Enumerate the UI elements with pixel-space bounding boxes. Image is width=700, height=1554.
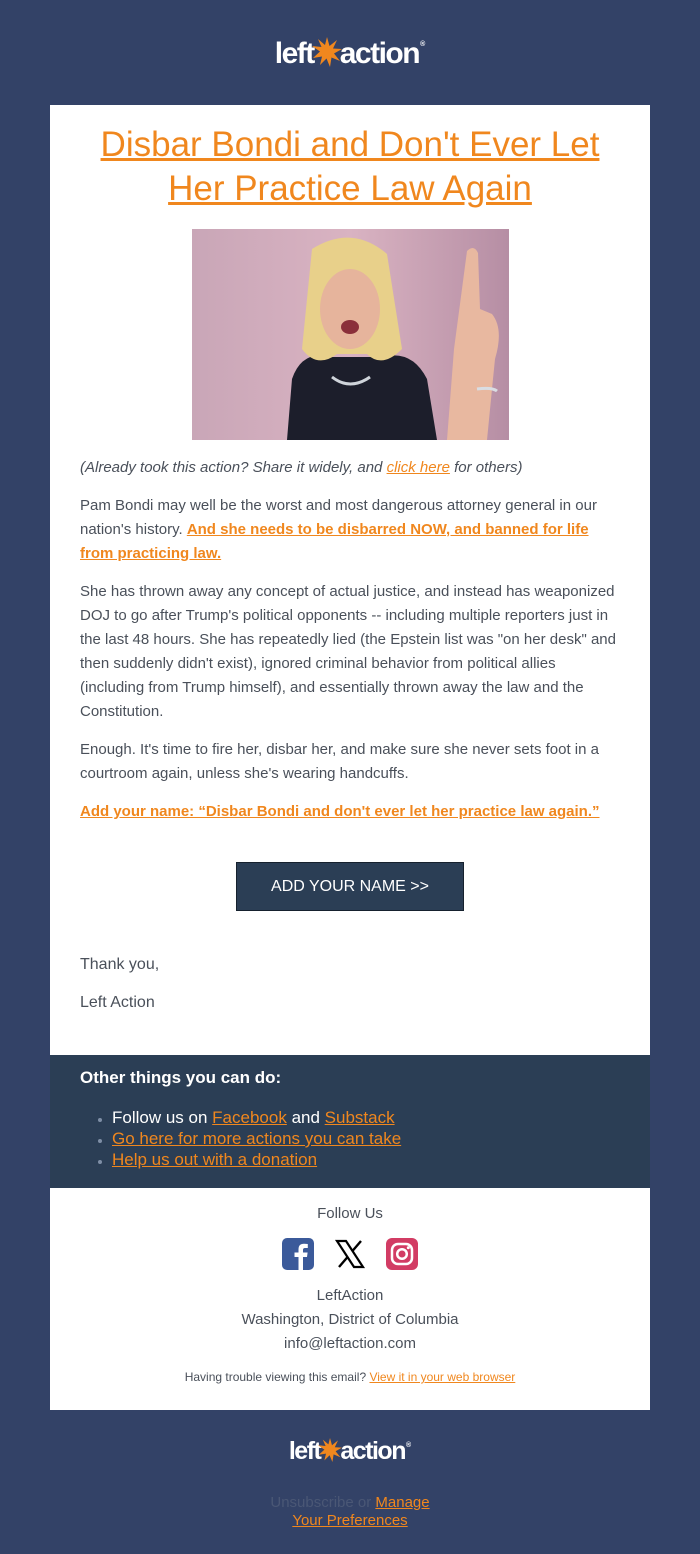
facebook-icon[interactable] xyxy=(282,1238,314,1270)
footer-logo-wrap xyxy=(0,1438,700,1464)
thank-you-text: Thank you, xyxy=(80,956,160,973)
signature: Left Action xyxy=(80,994,155,1011)
header xyxy=(0,0,700,105)
leftaction-logo[interactable]: left action ® xyxy=(274,36,426,70)
page-title xyxy=(80,123,620,211)
list-item-actions xyxy=(112,1128,620,1149)
other-things-heading: Other things you can do: xyxy=(80,1068,282,1087)
paragraph-enough: Enough. It's time to fire her, disbar her, and make sure she never sets foot in a courtroom again, unless she's wearing handcuffs. xyxy=(80,741,599,782)
other-things-list xyxy=(80,1107,620,1170)
disbarred-now-link[interactable]: And she needs to be disbarred NOW, and banned for life from practicing law. xyxy=(80,521,589,562)
paragraph-justice: She has thrown away any concept of actual justice, and instead has weaponized DOJ to go after Trump's political opponents -- including multiple reporters just in the last 48 hours. She has repeatedly lied (the Epstein list was "on her desk" and then suddenly didn't exist), ignored criminal behavior from political allies (including from Trump himself), and essentially thrown away the law and the Constitution. xyxy=(80,583,616,720)
add-your-name-button[interactable]: ADD YOUR NAME >> xyxy=(236,862,464,911)
list-item-follow: • Follow us on Facebook and Substack xyxy=(112,1107,620,1128)
email-card xyxy=(50,105,650,1410)
click-here-link[interactable]: click here xyxy=(386,459,450,476)
already-took-action-note: (Already took this action? Share it widely, and click here for others) xyxy=(80,459,523,476)
add-name-paragraph xyxy=(80,800,620,824)
follow-us-label: Follow Us xyxy=(317,1205,383,1222)
main-content xyxy=(50,105,650,1055)
x-icon[interactable] xyxy=(334,1238,366,1270)
org-email: info@leftaction.com xyxy=(284,1335,416,1352)
facebook-link[interactable]: Facebook xyxy=(212,1108,287,1127)
other-things-panel xyxy=(50,1055,650,1188)
paragraph-intro: Pam Bondi may well be the worst and most dangerous attorney general in our nation's history. And she needs to be disbarred NOW, and banned for life from practicing law. xyxy=(80,497,597,562)
org-name: LeftAction xyxy=(316,1287,384,1304)
address-block xyxy=(80,1284,620,1356)
your-preferences-link[interactable]: Your Preferences xyxy=(292,1512,408,1529)
cta-wrapper xyxy=(80,862,620,911)
unsubscribe-link[interactable]: Unsubscribe or xyxy=(270,1494,376,1511)
org-location: Washington, District of Columbia xyxy=(241,1311,459,1328)
starburst-icon xyxy=(312,37,342,67)
substack-link[interactable]: Substack xyxy=(324,1108,395,1127)
footer xyxy=(50,1188,650,1410)
list-item-donation xyxy=(112,1149,620,1170)
instagram-icon[interactable] xyxy=(386,1238,418,1270)
unsubscribe-block xyxy=(0,1494,700,1530)
manage-preferences-link[interactable]: Manage xyxy=(375,1494,430,1511)
view-in-browser-link[interactable]: View it in your web browser xyxy=(369,1370,516,1384)
starburst-icon xyxy=(318,1438,342,1462)
leftaction-logo-footer[interactable]: left action ® xyxy=(288,1437,412,1465)
hero-image[interactable] xyxy=(192,229,509,440)
title-link[interactable]: Disbar Bondi and Don't Ever Let Her Practice Law Again xyxy=(100,125,600,208)
social-icons xyxy=(80,1238,620,1270)
more-actions-link[interactable]: Go here for more actions you can take xyxy=(112,1129,402,1148)
trouble-viewing: Having trouble viewing this email? View it in your web browser xyxy=(184,1370,516,1384)
donation-link[interactable]: Help us out with a donation xyxy=(112,1150,318,1169)
add-your-name-link[interactable]: Add your name: “Disbar Bondi and don't ever let her practice law again.” xyxy=(80,803,600,820)
